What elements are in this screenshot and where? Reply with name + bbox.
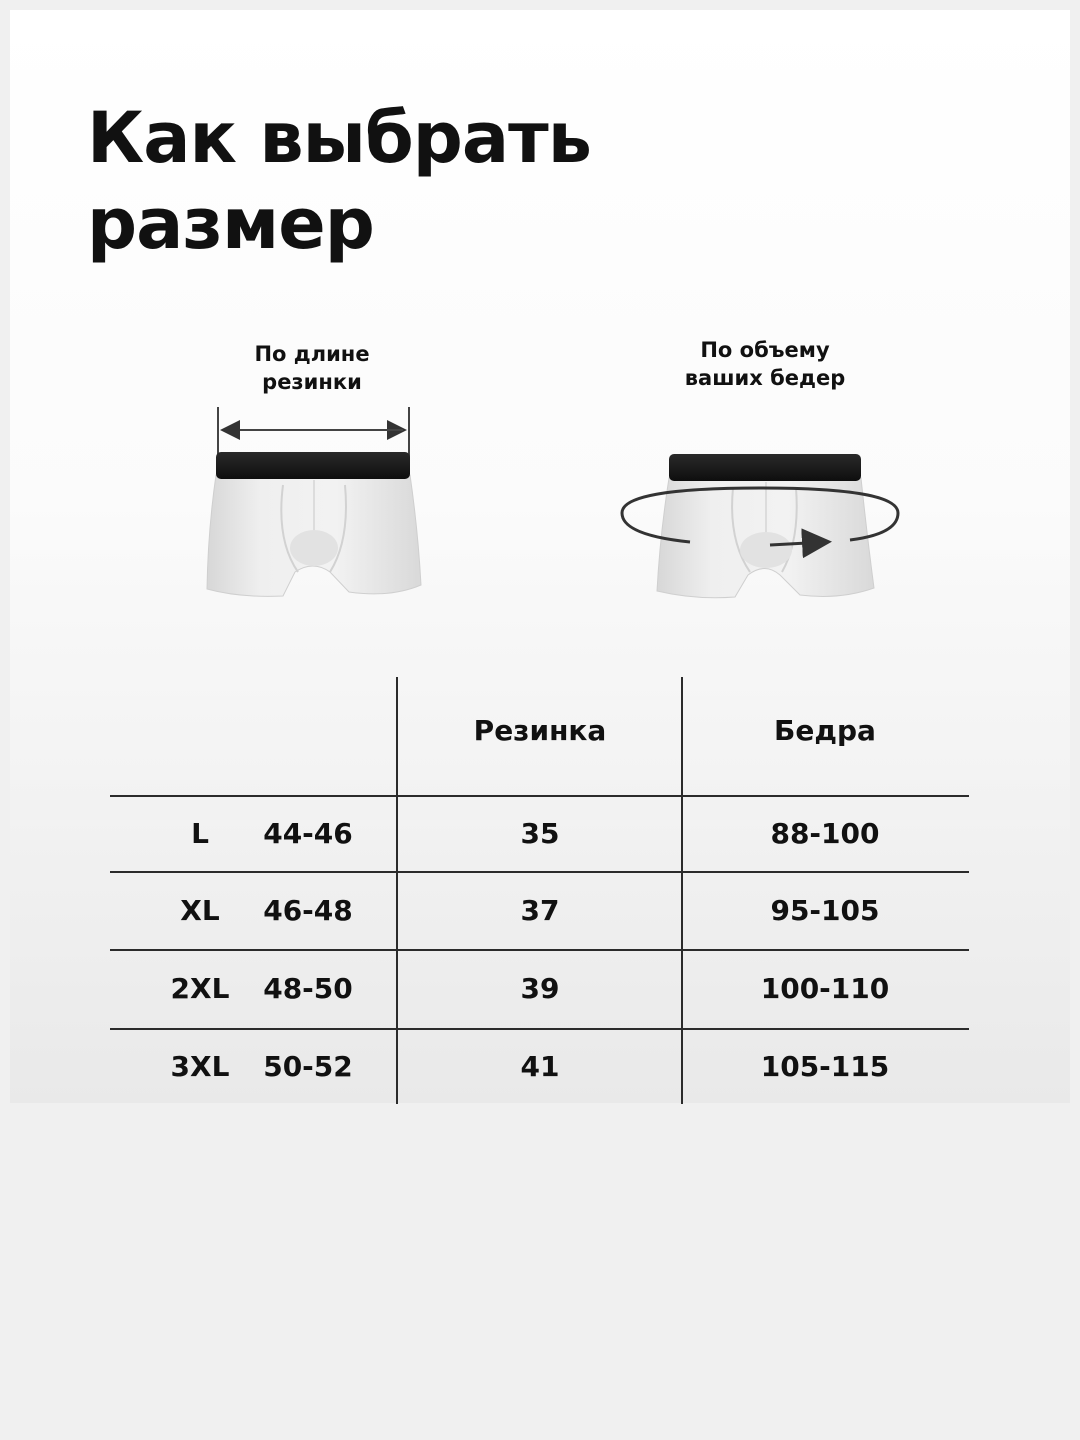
- header-waist: Резинка: [473, 714, 607, 747]
- row-hips: 100-110: [760, 972, 890, 1005]
- row-waist: 39: [520, 972, 560, 1005]
- row-waist: 37: [520, 894, 560, 927]
- title-line-1: Как выбрать: [87, 97, 591, 179]
- row-hips: 88-100: [770, 817, 880, 850]
- row-size: XL: [180, 894, 220, 927]
- row-ru-size: 46-48: [263, 894, 353, 927]
- hips-caption: По объему ваших бедер: [684, 338, 846, 390]
- row-hips: 95-105: [770, 894, 880, 927]
- header-hips: Бедра: [774, 714, 876, 747]
- row-ru-size: 44-46: [263, 817, 353, 850]
- title-line-2: размер: [87, 183, 374, 265]
- row-waist: 41: [520, 1050, 560, 1083]
- row-size: 3XL: [170, 1050, 230, 1083]
- waist-caption: По длине резинки: [254, 342, 370, 394]
- row-hips: 105-115: [760, 1050, 890, 1083]
- row-waist: 35: [520, 817, 560, 850]
- row-ru-size: 48-50: [263, 972, 353, 1005]
- boxer-briefs-right-icon: [657, 454, 874, 598]
- row-size: 2XL: [170, 972, 230, 1005]
- row-size: L: [191, 817, 209, 850]
- boxer-briefs-left-icon: [207, 452, 421, 596]
- size-table-grid: [110, 677, 969, 1104]
- row-ru-size: 50-52: [263, 1050, 353, 1083]
